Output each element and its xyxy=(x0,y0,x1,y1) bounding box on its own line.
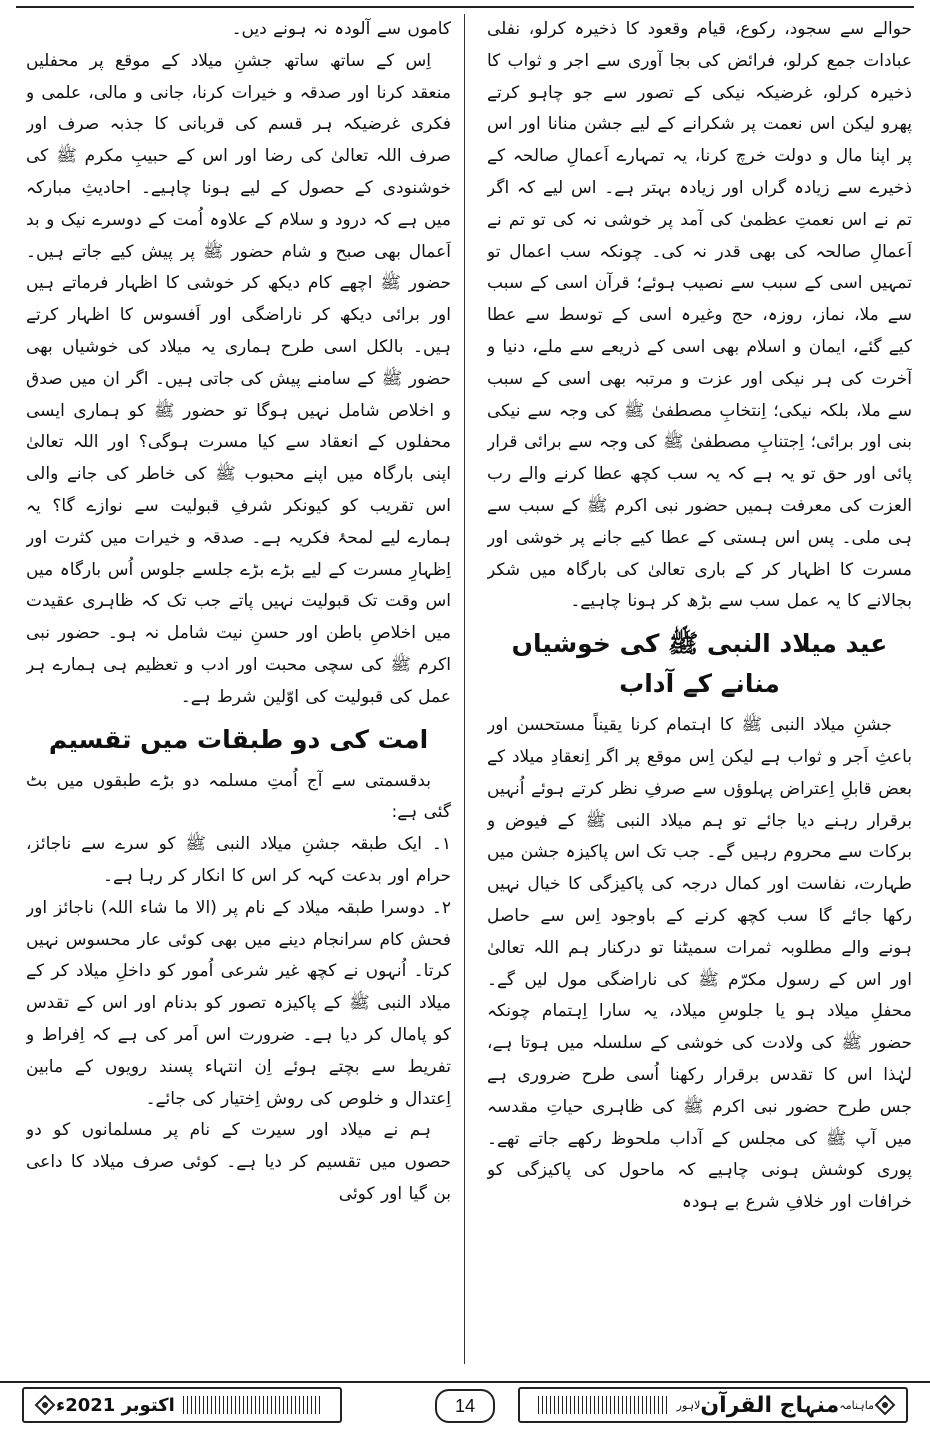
top-rule xyxy=(16,6,914,8)
right-section-heading: عید میلاد النبی ﷺ کی خوشیاں منانے کے آداب xyxy=(511,629,888,699)
magazine-masthead xyxy=(518,1387,908,1423)
issue-date: اکتوبر 2021ء xyxy=(56,1394,175,1416)
hatch-decoration xyxy=(183,1396,322,1414)
magazine-prefix: ماہنامہ xyxy=(839,1398,874,1412)
magazine-city: لاہور xyxy=(676,1398,701,1412)
ornament-icon xyxy=(34,1394,56,1416)
left-column xyxy=(26,14,451,1360)
left-paragraph-3: بدقسمتی سے آج اُمتِ مسلمہ دو بڑے طبقوں میں بٹ گئی ہے: xyxy=(26,770,451,823)
left-paragraph-1: کاموں سے آلودہ نہ ہونے دیں۔ xyxy=(231,19,451,39)
right-column xyxy=(487,14,912,1360)
column-divider xyxy=(464,14,465,1364)
left-list-item-2: ۲۔ دوسرا طبقہ میلاد کے نام پر (الا ما شاء اللہ) ناجائز اور فحش کام سرانجام دینے میں بھی کوئی عار محسوس نہیں کرتا۔ اُنہوں نے کچھ غیر شرعی اُمور کو داخلِ میلاد کر کے میلاد النبی ﷺ کے پاکیزہ تصور کو بدنام اور اس کے تقدس کو پامال کر دیا ہے۔ ضرورت اس اَمر کی ہے کہ اِفراط و تفریط سے بچتے ہوئے اِن انتہاء پسند رویوں کے مابین اِعتدال و خلوص کی روش اِختیار کی جائے۔ xyxy=(26,897,451,1109)
magazine-title: منہاج القرآن xyxy=(700,1392,840,1418)
right-paragraph-2: جشنِ میلاد النبی ﷺ کا اہتمام کرنا یقیناً مستحسن اور باعثِ اَجر و ثواب ہے لیکن اِس موقع پر اگر اِنعقادِ میلاد کے بعض قابلِ اِعتراض پہلوؤں سے صرفِ نظر کرتے ہوئے اُنہیں برقرار رہنے دیا جائے تو ہم میلاد النبی ﷺ کے فیوض و برکات سے محروم رہیں گے۔ جب تک اس پاکیزہ جشن میں طہارت، نفاست اور کمال درجہ کی پاکیزگی کا خیال نہیں رکھا جائے گا سب کچھ کرنے کے باوجود اِس سے حاصل ہونے والے مطلوبہ ثمرات سمیٹنا تو درکنار ہم اللہ تعالیٰ اور اس کے رسول مکرّم ﷺ کی ناراضگی مول لیں گے۔ محفلِ میلاد ہو یا جلوسِ میلاد، یہ سارا اِہتمام چونکہ حضور ﷺ کی ولادت کی خوشی کے سلسلہ میں ہوتا ہے، لہٰذا اس کا تقدس برقرار رکھنا اُسی طرح ضروری ہے جس طرح حضور نبی اکرم ﷺ کی ظاہری حیاتِ مقدسہ میں آپ ﷺ کی مجلس کے آداب ملحوظ رکھے جاتے تھے۔ پوری کوشش ہونی چاہیے کہ ماحول کی پاکیزگی کو خرافات اور خلافِ شرع بے ہودہ xyxy=(487,715,912,1213)
ornament-icon xyxy=(874,1394,896,1416)
left-paragraph-4: ہم نے میلاد اور سیرت کے نام پر مسلمانوں کو دو حصوں میں تقسیم کر دیا ہے۔ کوئی صرف میلاد کا داعی بن گیا اور کوئی xyxy=(26,1120,451,1204)
page-footer xyxy=(22,1387,908,1427)
issue-date-box xyxy=(22,1387,342,1423)
left-section-heading: امت کی دو طبقات میں تقسیم xyxy=(48,724,429,754)
page-number: 14 xyxy=(435,1389,495,1423)
right-paragraph-1: حوالے سے سجود، رکوع، قیام وقعود کا ذخیرہ کرلو، نفلی عبادات جمع کرلو، فرائض کی بجا آوری سے اجر و ثواب کا ذخیرہ کرلو، غرضیکہ نیکی کے تصور سے جو چاہو کرتے پھرو لیکن اس نعمت پر شکرانے کے لیے جشن منانا اور اس پر اپنا مال و دولت خرچ کرنا، یہ تمہارے اَعمالِ صالحہ کے ذخیرے سے زیادہ گراں اور زیادہ بہتر ہے۔ اس لیے کہ اگر تم نے اس نعمتِ عظمیٰ کی آمد پر خوشی نہ کی تو تم نے اَعمالِ صالحہ کی بھی قدر نہ کی۔ چونکہ سب اعمال تو تمہیں اسی کے سبب سے نصیب ہوئے؛ قرآن اسی کے سبب سے ملا، نماز، روزہ، حج وغیرہ اسی کے توسط سے عطا کیے گئے، ایمان و اسلام بھی اسی کے ذریعے سے ملے، دنیا و آخرت کی ہر نیکی اور عزت و مرتبہ بھی اسی کے سبب سے ملا، بلکہ نیکی؛ اِنتخابِ مصطفیٰ ﷺ کی وجہ سے نیکی بنی اور برائی؛ اِجتنابِ مصطفیٰ ﷺ کی وجہ سے برائی قرار پائی اور حق تو یہ ہے کہ یہ سب کچھ عطا کرنے والے رب العزت کی معرفت ہمیں حضور نبی اکرم ﷺ کے سبب سے ہی ملی۔ پس اس ہستی کے عطا کیے جانے پر خوشی اور مسرت کا اظہار کر کے باری تعالیٰ کی بارگاہ میں شکر بجالانے کا یہ عمل سب سے بڑھ کر ہونا چاہیے۔ xyxy=(487,19,912,612)
footer-rule xyxy=(0,1381,930,1383)
left-list-item-1: ۱۔ ایک طبقہ جشنِ میلاد النبی ﷺ کو سرے سے ناجائز، حرام اور بدعت کہہ کر اس کا انکار کر رہا ہے۔ xyxy=(26,834,451,886)
left-paragraph-2: اِس کے ساتھ ساتھ جشنِ میلاد کے موقع پر محفلیں منعقد کرنا اور صدقہ و خیرات کرنا، جانی و مالی، علمی و فکری غرضیکہ ہر قسم کی قربانی کا جذبہ صرف اور صرف اللہ تعالیٰ کی رضا اور اس کے حبیبِ مکرم ﷺ کی خوشنودی کے حصول کے لیے ہونا چاہیے۔ احادیثِ مبارکہ میں ہے کہ درود و سلام کے علاوہ اُمت کے دوسرے نیک و بد اَعمال بھی صبح و شام حضور ﷺ پر پیش کیے جاتے ہیں۔ حضور ﷺ اچھے کام دیکھ کر خوشی کا اظہار فرماتے ہیں اور برائی دیکھ کر ناراضگی اور اَفسوس کا اظہار کرتے ہیں۔ بالکل اسی طرح ہماری یہ میلاد کی خوشیاں بھی حضور ﷺ کے سامنے پیش کی جاتی ہیں۔ اگر ان میں صدق و اخلاص شامل نہیں ہوگا تو حضور ﷺ کو ہماری ایسی محفلوں کے انعقاد سے کیا مسرت ہوگی؟ اور اللہ تعالیٰ اپنی بارگاہ میں اپنے محبوب ﷺ کی خاطر کی جانے والی اس تقریب کو کیونکر شرفِ قبولیت سے نوازے گا؟ یہ ہمارے لیے لمحۂ فکریہ ہے۔ صدقہ و خیرات میں کثرت اور اِظہارِ مسرت کے لیے بڑے بڑے جلسے جلوس اُس بارگاہ میں اس وقت تک قبولیت نہیں پاتے جب تک کہ ظاہری عقیدت میں اخلاصِ باطن اور حسنِ نیت شامل نہ ہو۔ حضور نبی اکرم ﷺ کی سچی محبت اور ادب و تعظیم ہی ہمارے ہر عمل کی قبولیت کی اوّلین شرط ہے۔ xyxy=(26,50,451,707)
hatch-decoration xyxy=(538,1396,669,1414)
